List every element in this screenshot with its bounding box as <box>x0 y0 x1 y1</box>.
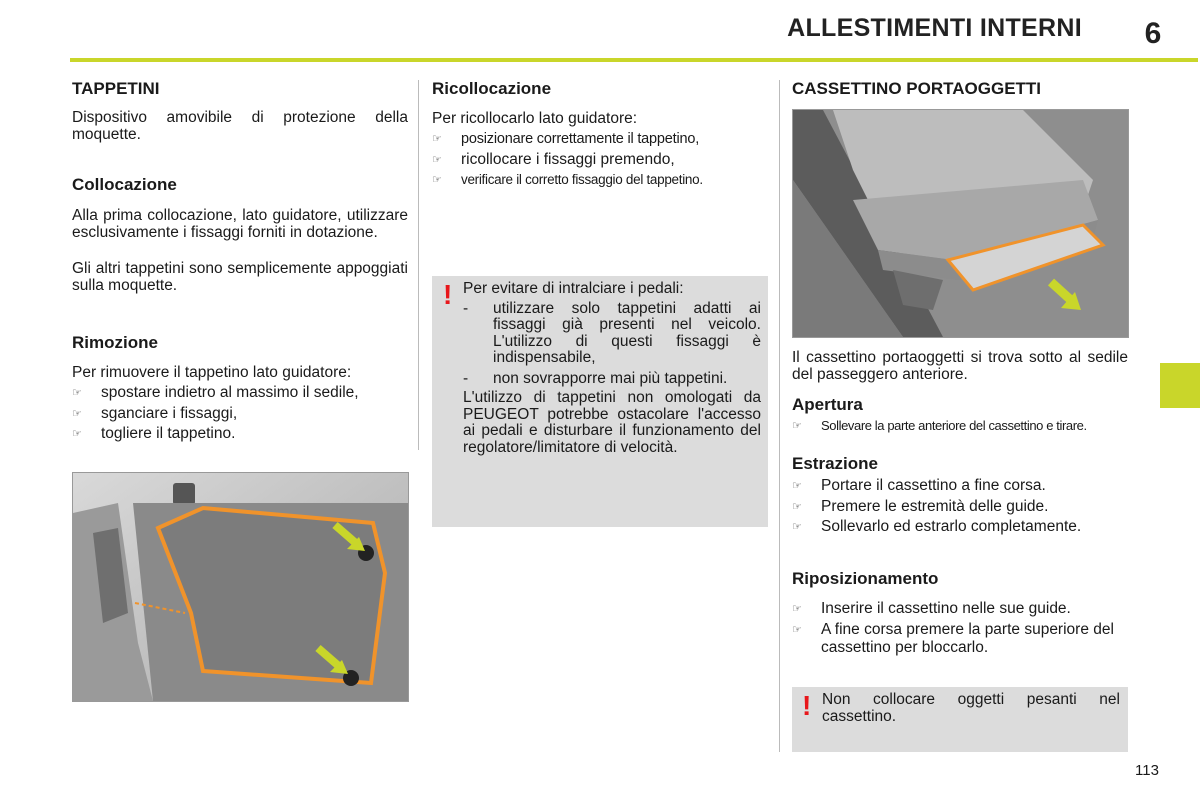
heading-ricollocazione: Ricollocazione <box>432 79 552 98</box>
heading-apertura: Apertura <box>792 395 863 414</box>
list-item: ☞ Inserire il cassettino nelle sue guide. <box>792 600 1071 617</box>
pointing-hand-icon: ☞ <box>72 407 82 420</box>
chapter-tab-marker <box>1160 363 1200 408</box>
pointing-hand-icon: ☞ <box>792 521 802 533</box>
list-item: ☞ Portare il cassettino a fine corsa. <box>792 476 1137 497</box>
heading-cassettino: CASSETTINO PORTAOGGETTI <box>792 79 1042 98</box>
list-item: ☞ Sollevare la parte anteriore del cassettino e tirare. <box>792 416 1137 437</box>
tappetini-intro: Dispositivo amovibile di protezione della moquette. <box>72 109 408 143</box>
list-item: ☞ ricollocare i fissaggi premendo, <box>432 150 772 171</box>
pointing-hand-icon: ☞ <box>792 603 802 615</box>
pointing-hand-icon: ☞ <box>432 153 442 166</box>
apertura-steps <box>792 416 1137 437</box>
list-item: ☞ Premere le estremità delle guide. <box>792 497 1137 518</box>
column-divider <box>779 80 780 752</box>
pointing-hand-icon: ☞ <box>792 500 802 513</box>
floor-mat-drawing <box>73 473 408 701</box>
header-rule <box>70 58 1198 62</box>
warning-text <box>463 281 761 456</box>
list-item: ☞ posizionare correttamente il tappetino, <box>432 129 772 150</box>
warning-box-pedals <box>432 276 768 527</box>
column-divider <box>418 80 419 450</box>
list-item: ☞ A fine corsa premere la parte superiore del cassettino per bloccarlo. <box>792 621 1114 656</box>
pointing-hand-icon: ☞ <box>792 480 802 492</box>
heading-riposizionamento: Riposizionamento <box>792 569 939 588</box>
estrazione-steps <box>792 476 1137 538</box>
pointing-hand-icon: ☞ <box>72 387 82 399</box>
riposizionamento-steps <box>792 600 1137 657</box>
list-item: ☞ sganciare i fissaggi, <box>72 404 412 425</box>
collocazione-text-1: Alla prima collocazione, lato guidatore, utilizzare esclusivamente i fissaggi forniti in dotazione. <box>72 207 408 241</box>
pointing-hand-icon: ☞ <box>72 428 82 440</box>
cassettino-intro: Il cassettino portaoggetti si trova sotto al sedile del passeggero anteriore. <box>792 349 1128 383</box>
warning-text: Non collocare oggetti pesanti nel cassettino. <box>822 691 1120 725</box>
rimozione-intro: Per rimuovere il tappetino lato guidatore: <box>72 364 352 381</box>
pointing-hand-icon: ☞ <box>792 420 802 432</box>
warning-dash-item: - non sovrapporre mai più tappetini. <box>463 369 728 387</box>
warning-dash-item: - utilizzare solo tappetini adatti ai fissaggi già presenti nel veicolo. L'utilizzo di questi fissaggi è indispensabile, <box>463 299 761 366</box>
drawer-illustration <box>792 109 1129 338</box>
exclamation-icon: ! <box>802 690 812 721</box>
heading-collocazione: Collocazione <box>72 175 177 194</box>
ricollocazione-steps <box>432 129 772 191</box>
list-item: ☞ Sollevarlo ed estrarlo completamente. <box>792 517 1137 538</box>
rimozione-steps <box>72 383 412 445</box>
heading-rimozione: Rimozione <box>72 333 158 352</box>
exclamation-icon: ! <box>443 279 453 310</box>
pointing-hand-icon: ☞ <box>432 174 442 186</box>
list-item: ☞ verificare il corretto fissaggio del tappetino. <box>432 170 772 191</box>
chapter-number: 6 <box>1144 17 1162 50</box>
ricollocazione-intro: Per ricollocarlo lato guidatore: <box>432 110 638 127</box>
warning-intro: Per evitare di intralciare i pedali: <box>463 280 684 297</box>
floor-mat-illustration <box>72 472 409 702</box>
heading-tappetini: TAPPETINI <box>72 79 160 98</box>
drawer-drawing <box>793 110 1128 337</box>
warning-outro: L'utilizzo di tappetini non omologati da PEUGEOT potrebbe ostacolare l'accesso ai pedali e disturbare il funzionamento del regolatore/limitatore di velocità. <box>463 389 761 456</box>
warning-box-cassettino <box>792 687 1128 752</box>
pointing-hand-icon: ☞ <box>432 133 442 145</box>
pointing-hand-icon: ☞ <box>792 624 802 636</box>
page-number: 113 <box>1135 762 1159 779</box>
section-title: ALLESTIMENTI INTERNI <box>787 14 1082 42</box>
list-item: ☞ togliere il tappetino. <box>72 424 412 445</box>
collocazione-text-2: Gli altri tappetini sono semplicemente appoggiati sulla moquette. <box>72 260 408 294</box>
list-item: ☞ spostare indietro al massimo il sedile, <box>72 383 412 404</box>
heading-estrazione: Estrazione <box>792 454 878 473</box>
